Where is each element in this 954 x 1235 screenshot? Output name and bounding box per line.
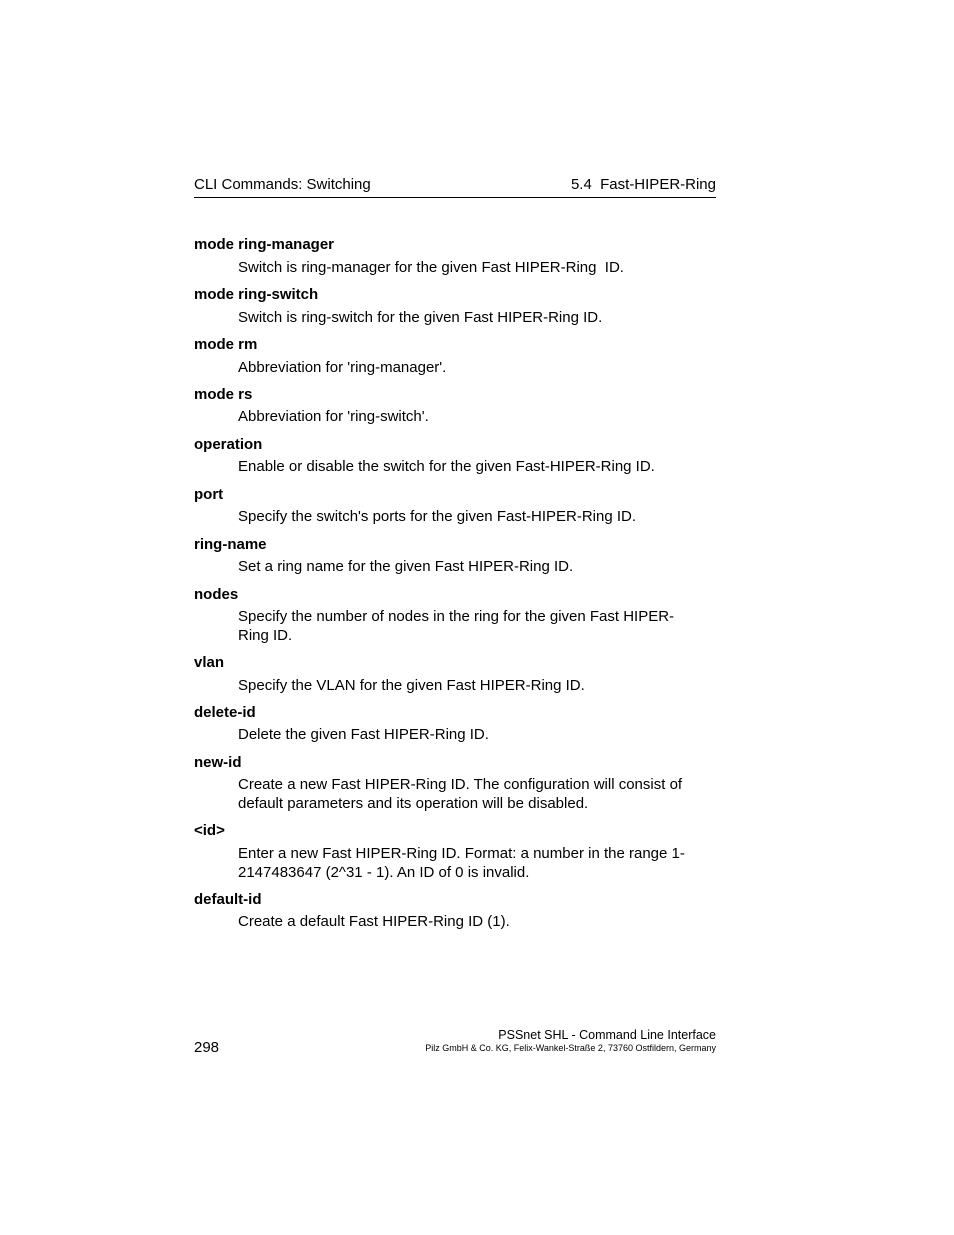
entry-term: operation [194, 436, 263, 453]
entry-description: Abbreviation for 'ring-manager'. [238, 359, 447, 376]
entry-term: mode ring-manager [194, 236, 335, 253]
entry-description: Abbreviation for 'ring-switch'. [238, 408, 429, 425]
entry-term: mode rm [194, 336, 258, 353]
entry-description: Set a ring name for the given Fast HIPER-Ring ID. [238, 558, 574, 575]
entry-description: Specify the switch's ports for the given Fast-HIPER-Ring ID. [238, 508, 637, 525]
entry-term: mode rs [194, 386, 253, 403]
chapter-title: CLI Commands: Switching [194, 176, 371, 193]
page-number: 298 [194, 1039, 220, 1056]
entry-description: Create a new Fast HIPER-Ring ID. The configuration will consist of default parameters and its operation will be disabled. [238, 776, 683, 812]
entry-term: ring-name [194, 536, 267, 553]
entry-description: Create a default Fast HIPER-Ring ID (1). [238, 913, 510, 930]
entry-term: delete-id [194, 704, 256, 721]
entry-term: nodes [194, 586, 239, 603]
entry-term: port [194, 486, 224, 503]
publisher-address: Pilz GmbH & Co. KG, Felix-Wankel-Straße 2, 73760 Ostfildern, Germany [425, 1043, 716, 1053]
entry-description: Specify the number of nodes in the ring for the given Fast HIPER- Ring ID. [238, 608, 675, 644]
entry-term: <id> [194, 822, 225, 839]
entry-description: Specify the VLAN for the given Fast HIPER-Ring ID. [238, 677, 585, 694]
entry-description: Delete the given Fast HIPER-Ring ID. [238, 726, 489, 743]
entry-term: new-id [194, 754, 242, 771]
entry-description: Enable or disable the switch for the given Fast-HIPER-Ring ID. [238, 458, 655, 475]
running-header [194, 175, 716, 198]
section-title: 5.4 Fast-HIPER-Ring [570, 176, 716, 193]
entry-term: default-id [194, 891, 262, 908]
entry-description: Enter a new Fast HIPER-Ring ID. Format: a number in the range 1- 2147483647 (2^31 - 1). An ID of 0 is invalid. [238, 845, 685, 881]
entry-term: vlan [194, 654, 225, 671]
entry-description: Switch is ring-switch for the given Fast HIPER-Ring ID. [238, 309, 603, 326]
entry-description: Switch is ring-manager for the given Fast HIPER-Ring ID. [238, 259, 624, 276]
document-title: PSSnet SHL - Command Line Interface [498, 1028, 716, 1042]
entry-term: mode ring-switch [194, 286, 319, 303]
